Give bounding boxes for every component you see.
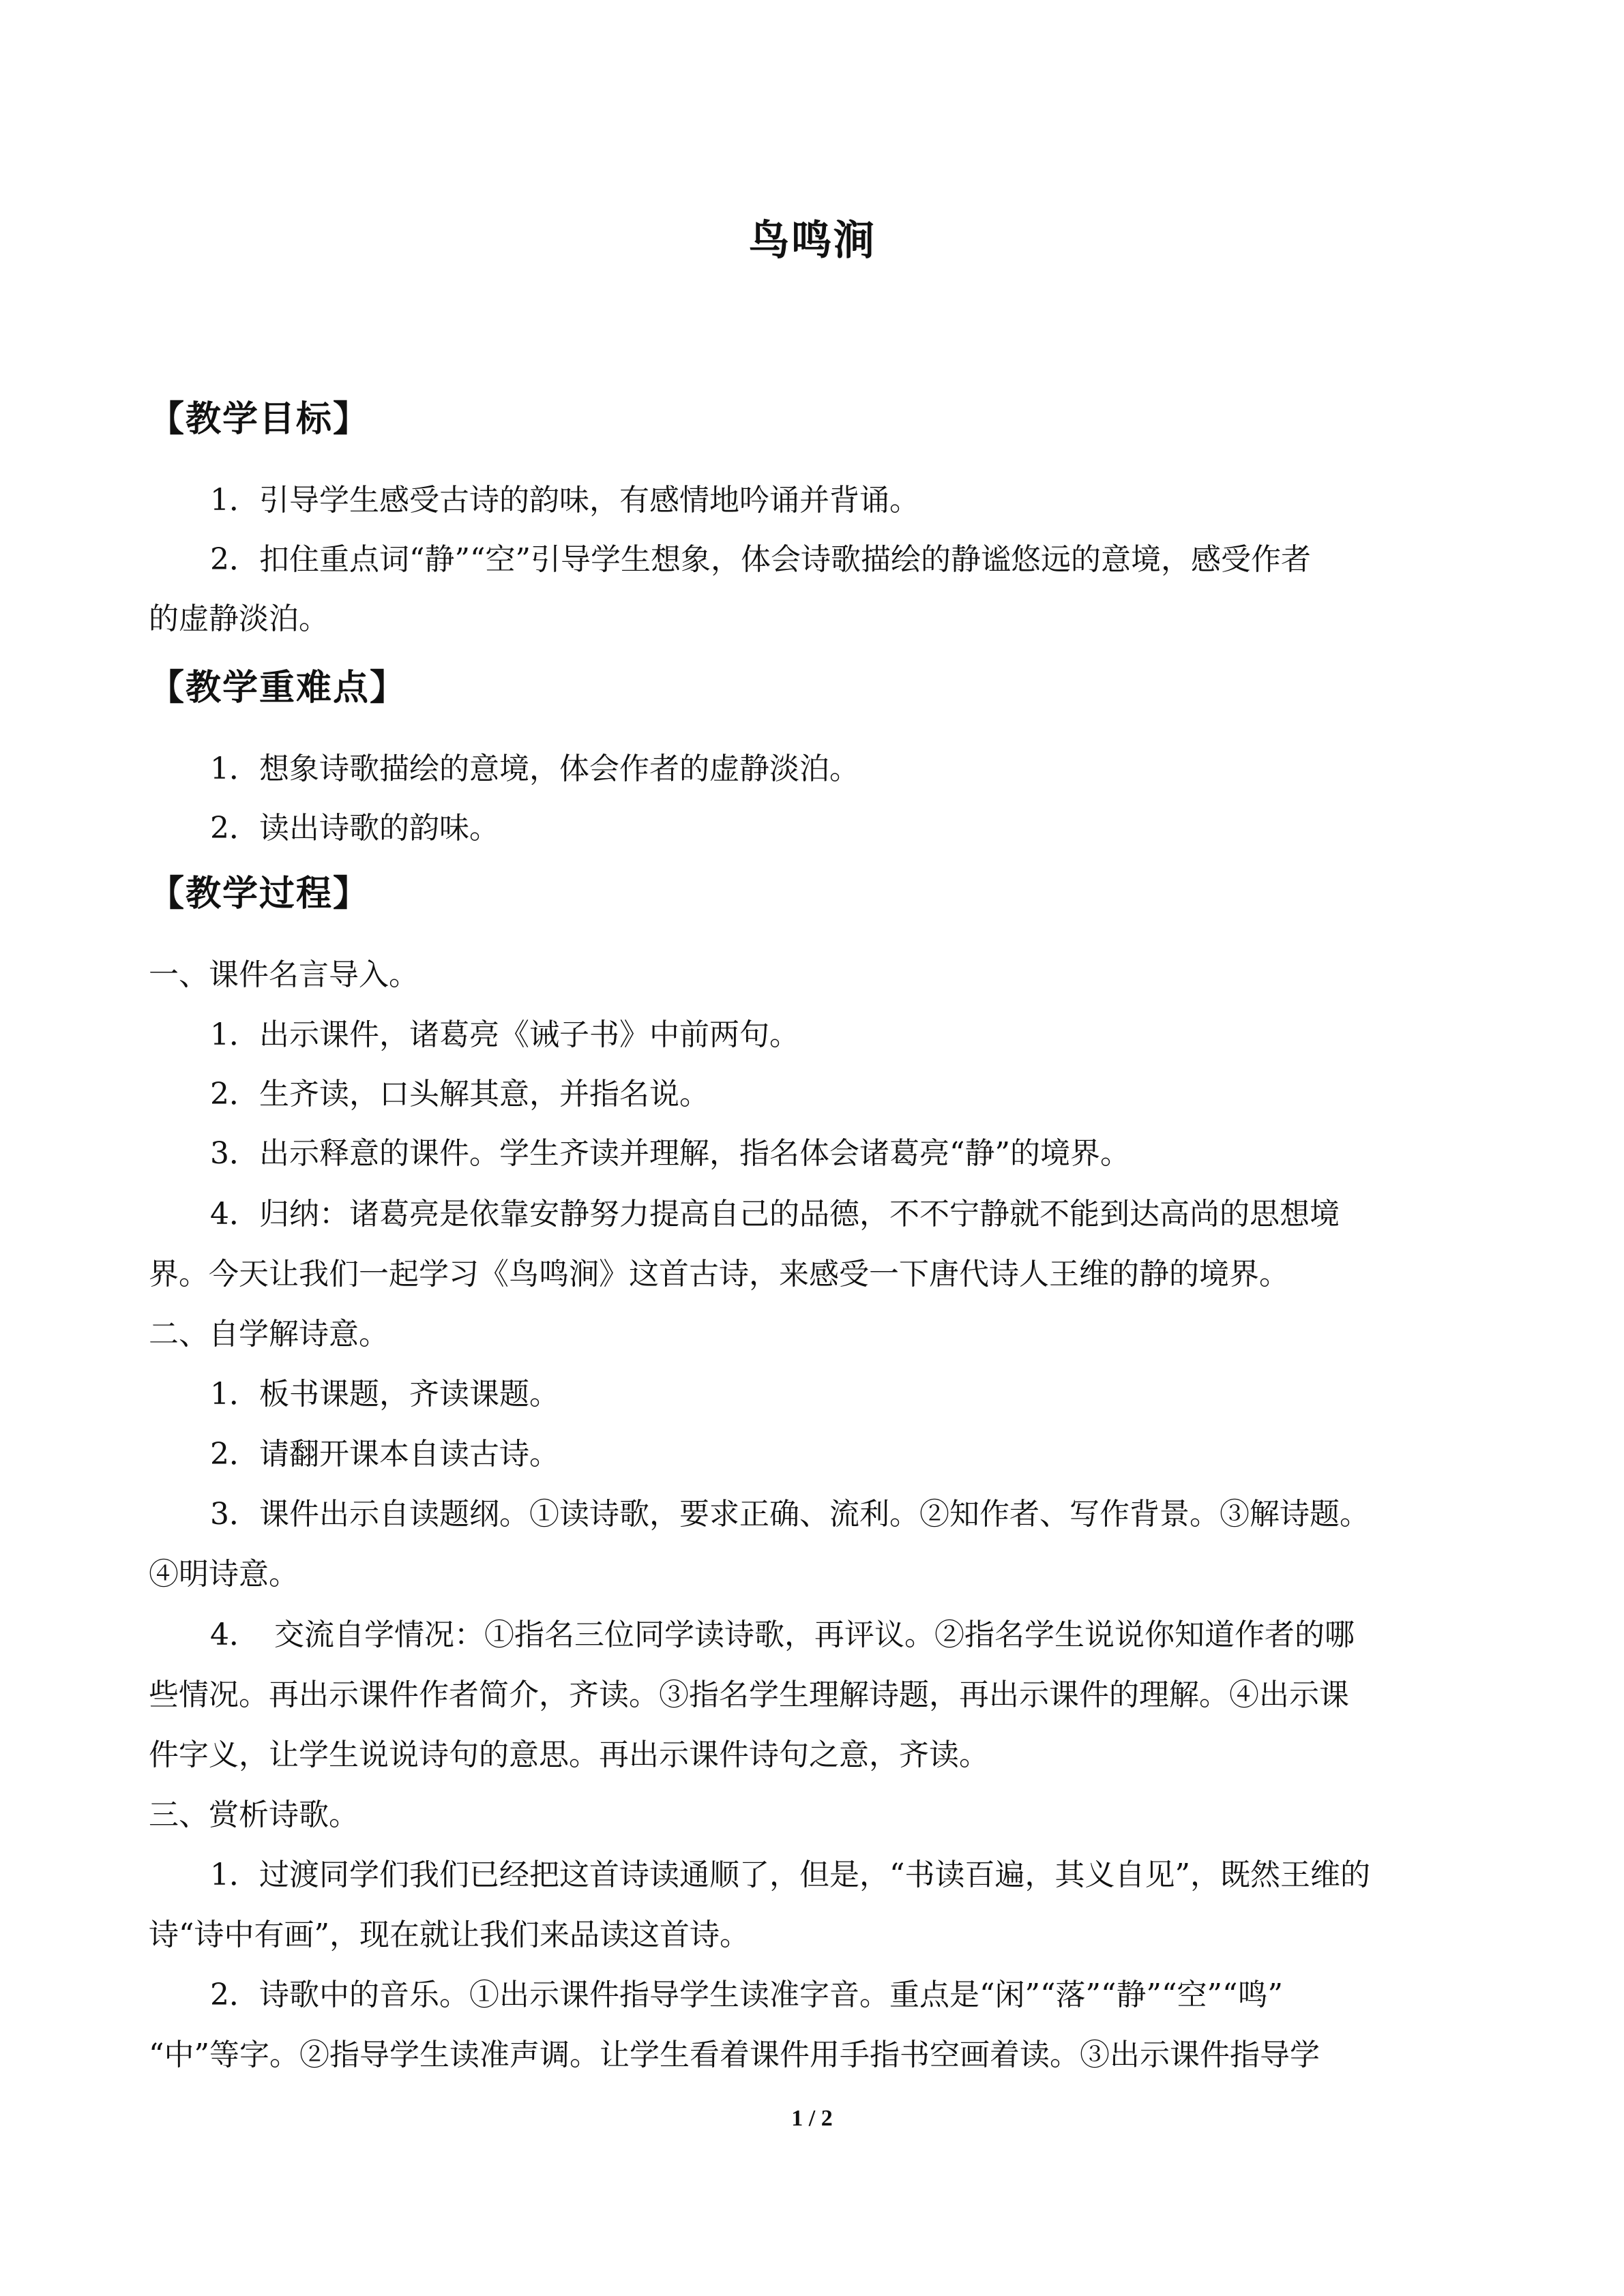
paragraph-line: 1．想象诗歌描绘的意境，体会作者的虚静淡泊。 — [210, 751, 859, 786]
paragraph-line: 2．扣住重点词“静”“空”引导学生想象，体会诗歌描绘的静谧悠远的意境，感受作者 — [210, 542, 1311, 577]
paragraph-line: 3．出示释意的课件。学生齐读并理解，指名体会诸葛亮“静”的境界。 — [210, 1136, 1130, 1171]
paragraph-line: 些情况。再出示课件作者简介，齐读。③指名学生理解诗题，再出示课件的理解。④出示课 — [149, 1678, 1349, 1712]
document-title: 鸟鸣涧 — [748, 217, 876, 265]
paragraph-line: 1．出示课件，诸葛亮《诫子书》中前两句。 — [210, 1017, 799, 1052]
section-heading-line: 三、赏析诗歌。 — [149, 1798, 359, 1832]
paragraph-line: 的虚静淡泊。 — [149, 601, 329, 636]
paragraph-line: 2．读出诗歌的韵味。 — [210, 811, 499, 846]
paragraph-line: 2．请翻开课本自读古诗。 — [210, 1437, 559, 1472]
heading-key-points: 【教学重难点】 — [149, 668, 407, 709]
heading-teaching-process: 【教学过程】 — [149, 874, 370, 914]
paragraph-line: 诗“诗中有画”，现在就让我们来品读这首诗。 — [149, 1918, 750, 1952]
paragraph-line: 3．课件出示自读题纲。①读诗歌，要求正确、流利。②知作者、写作背景。③解诗题。 — [210, 1497, 1370, 1532]
paragraph-line: “中”等字。②指导学生读准声调。让学生看着课件用手指书空画着读。③出示课件指导学 — [149, 2038, 1320, 2072]
heading-teaching-goals: 【教学目标】 — [149, 399, 370, 440]
paragraph-line: 4． 交流自学情况：①指名三位同学读诗歌，再评议。②指名学生说说你知道作者的哪 — [210, 1617, 1355, 1652]
paragraph-line: 1．过渡同学们我们已经把这首诗读通顺了，但是，“书读百遍，其义自见”，既然王维的 — [210, 1858, 1370, 1892]
paragraph-line: 界。今天让我们一起学习《鸟鸣涧》这首古诗，来感受一下唐代诗人王维的静的境界。 — [149, 1257, 1289, 1292]
section-heading-line: 一、课件名言导入。 — [149, 957, 419, 992]
page-number: 1 / 2 — [791, 2106, 833, 2131]
paragraph-line: 1．板书课题，齐读课题。 — [210, 1377, 559, 1412]
paragraph-line: 2．生齐读，口头解其意，并指名说。 — [210, 1077, 709, 1112]
paragraph-line: ④明诗意。 — [149, 1557, 299, 1592]
paragraph-line: 2．诗歌中的音乐。①出示课件指导学生读准字音。重点是“闲”“落”“静”“空”“鸣” — [210, 1978, 1283, 2012]
paragraph-line: 件字义，让学生说说诗句的意思。再出示课件诗句之意，齐读。 — [149, 1738, 989, 1772]
paragraph-line: 1．引导学生感受古诗的韵味，有感情地吟诵并背诵。 — [210, 483, 919, 518]
section-heading-line: 二、自学解诗意。 — [149, 1317, 389, 1352]
paragraph-line: 4．归纳：诸葛亮是依靠安静努力提高自己的品德，不不宁静就不能到达高尚的思想境 — [210, 1197, 1340, 1232]
